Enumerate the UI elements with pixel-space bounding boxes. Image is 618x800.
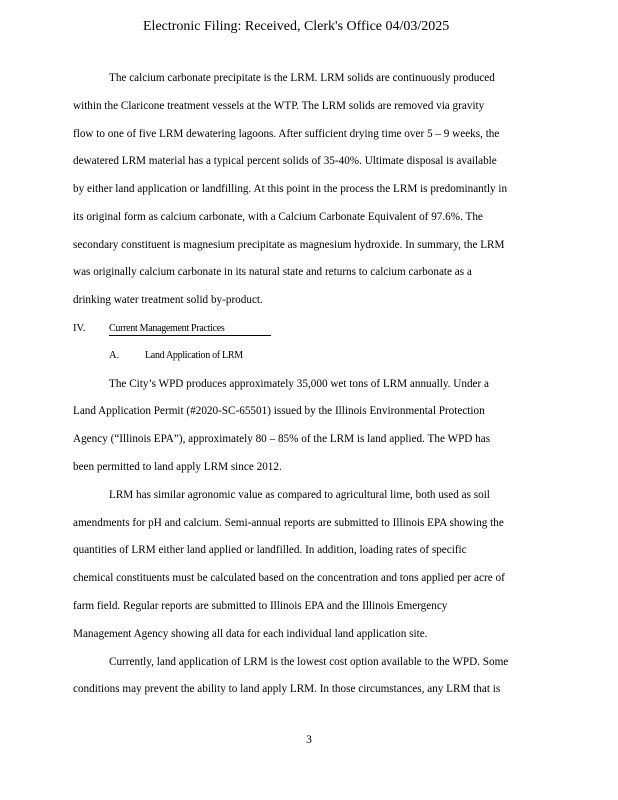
paragraph-line: its original form as calcium carbonate, with a Calcium Carbonate Equivalent of 97.6%. The xyxy=(73,211,483,223)
paragraph-line: LRM has similar agronomic value as compared to agricultural lime, both used as soil xyxy=(109,489,490,501)
section-title: Current Management Practices xyxy=(109,323,271,336)
paragraph-line: Agency (“Illinois EPA”), approximately 80 – 85% of the LRM is land applied. The WPD has xyxy=(73,433,491,445)
paragraph-line: flow to one of five LRM dewatering lagoons. After sufficient drying time over 5 – 9 weeks, the xyxy=(73,128,500,140)
subsection-title: Land Application of LRM xyxy=(145,350,243,361)
paragraph-line: drinking water treatment solid by-product. xyxy=(73,294,263,306)
paragraph-line: conditions may prevent the ability to land apply LRM. In those circumstances, any LRM that is xyxy=(73,683,501,695)
paragraph-line: chemical constituents must be calculated based on the concentration and tons applied per acre of xyxy=(73,572,505,584)
paragraph-line: quantities of LRM either land applied or landfilled. In addition, loading rates of specific xyxy=(73,544,467,556)
paragraph-line: was originally calcium carbonate in its natural state and returns to calcium carbonate as a xyxy=(73,266,472,278)
subsection-number: A. xyxy=(109,350,120,361)
paragraph-line: been permitted to land apply LRM since 2012. xyxy=(73,461,282,473)
section-number: IV. xyxy=(73,323,86,334)
paragraph-line: Land Application Permit (#2020-SC-65501) issued by the Illinois Environmental Protection xyxy=(73,405,485,417)
paragraph-line: Currently, land application of LRM is the lowest cost option available to the WPD. Some xyxy=(109,656,509,668)
paragraph-line: Management Agency showing all data for each individual land application site. xyxy=(73,628,428,640)
page-number: 3 xyxy=(306,734,312,746)
paragraph-line: farm field. Regular reports are submitted to Illinois EPA and the Illinois Emergency xyxy=(73,600,448,612)
paragraph-line: amendments for pH and calcium. Semi-annual reports are submitted to Illinois EPA showing the xyxy=(73,517,504,529)
paragraph-line: secondary constituent is magnesium precipitate as magnesium hydroxide. In summary, the LRM xyxy=(73,239,505,251)
paragraph-line: by either land application or landfilling. At this point in the process the LRM is predominantly in xyxy=(73,183,508,195)
paragraph-line: The City’s WPD produces approximately 35,000 wet tons of LRM annually. Under a xyxy=(109,378,489,390)
paragraph-line: The calcium carbonate precipitate is the LRM. LRM solids are continuously produced xyxy=(109,72,495,84)
paragraph-line: within the Claricone treatment vessels at the WTP. The LRM solids are removed via gravity xyxy=(73,100,485,112)
paragraph-line: dewatered LRM material has a typical percent solids of 35-40%. Ultimate disposal is available xyxy=(73,155,497,167)
filing-header: Electronic Filing: Received, Clerk's Office 04/03/2025 xyxy=(143,19,450,34)
